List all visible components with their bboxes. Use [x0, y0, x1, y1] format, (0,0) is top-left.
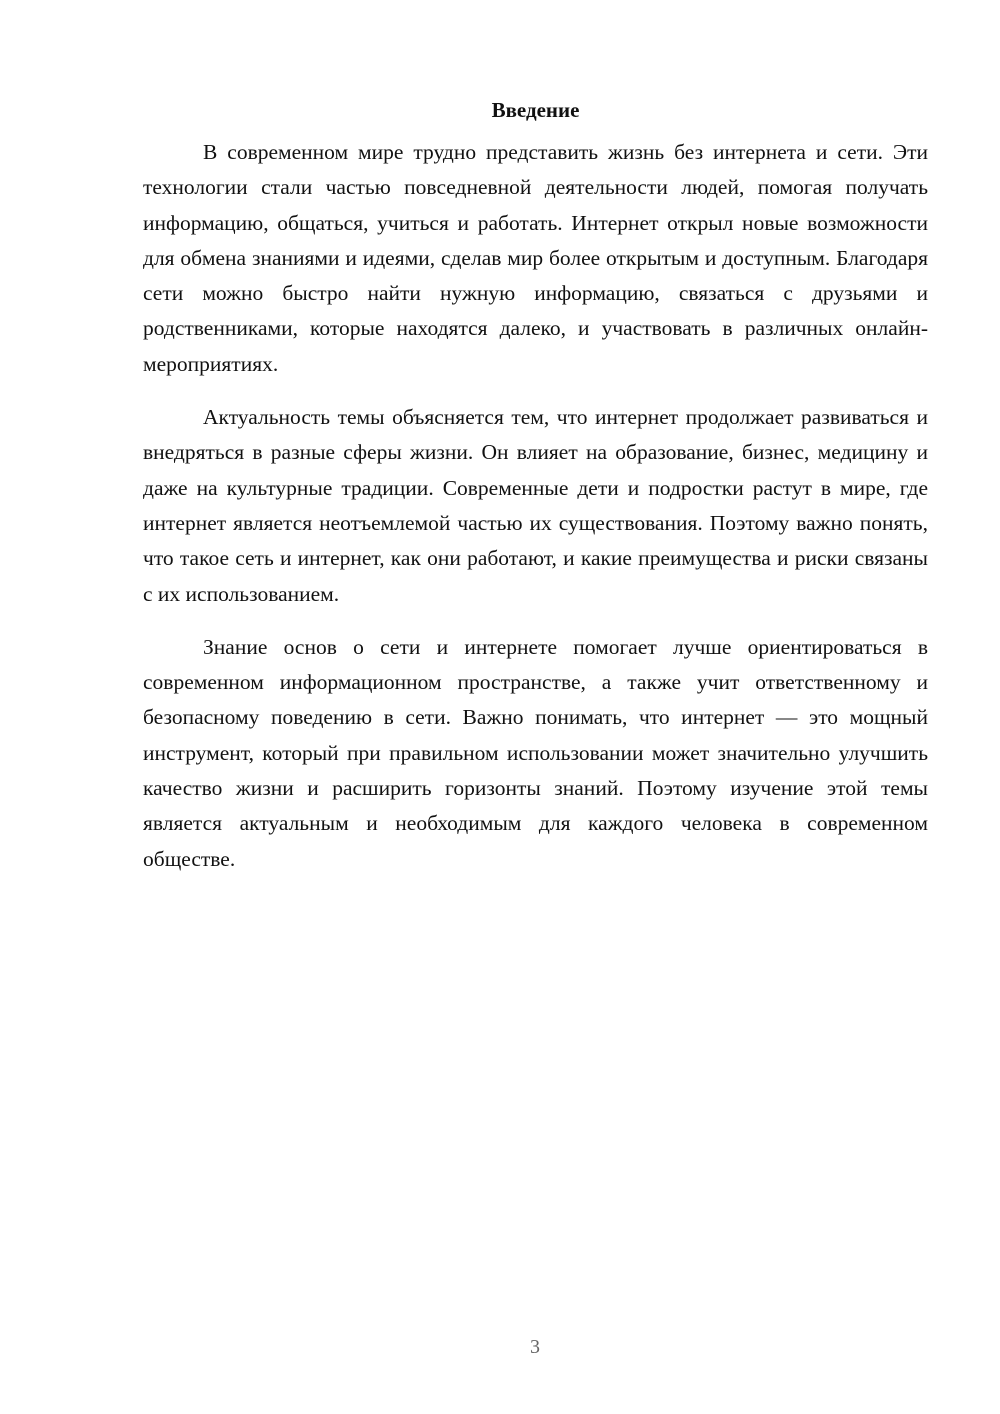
section-title: Введение: [491, 98, 580, 122]
paragraph-relevance: Актуальность темы объясняется тем, что интернет продолжает развиваться и внедряться в разные сферы жизни. Он влияет на образование, бизнес, медицину и даже на культурные традиции. Современные дети и подростки растут в мире, где интернет является неотъемлемой частью их существования. Поэтому важно понять, что такое сеть и интернет, как они работают, и какие преимущества и риски связаны с их использованием.: [143, 405, 928, 606]
paragraph-knowledge: Знание основ о сети и интернете помогает лучше ориентироваться в современном информационном пространстве, а также учит ответственному и безопасному поведению в сети. Важно понимать, что интернет — это мощный инструмент, который при правильном использовании может значительно улучшить качество жизни и расширить горизонты знаний. Поэтому изучение этой темы является актуальным и необходимым для каждого человека в современном обществе.: [143, 634, 928, 871]
page-content: [143, 94, 928, 895]
paragraph-intro: В современном мире трудно представить жизнь без интернета и сети. Эти технологии стали частью повседневной деятельности людей, помогая получать информацию, общаться, учиться и работать. Интернет открыл новые возможности для обмена знаниями и идеями, сделав мир более открытым и доступным. Благодаря сети можно быстро найти нужную информацию, связаться с друзьями и родственниками, которые находятся далеко, и участвовать в различных онлайн-мероприятиях.: [143, 140, 928, 376]
page-number: 3: [530, 1336, 540, 1358]
